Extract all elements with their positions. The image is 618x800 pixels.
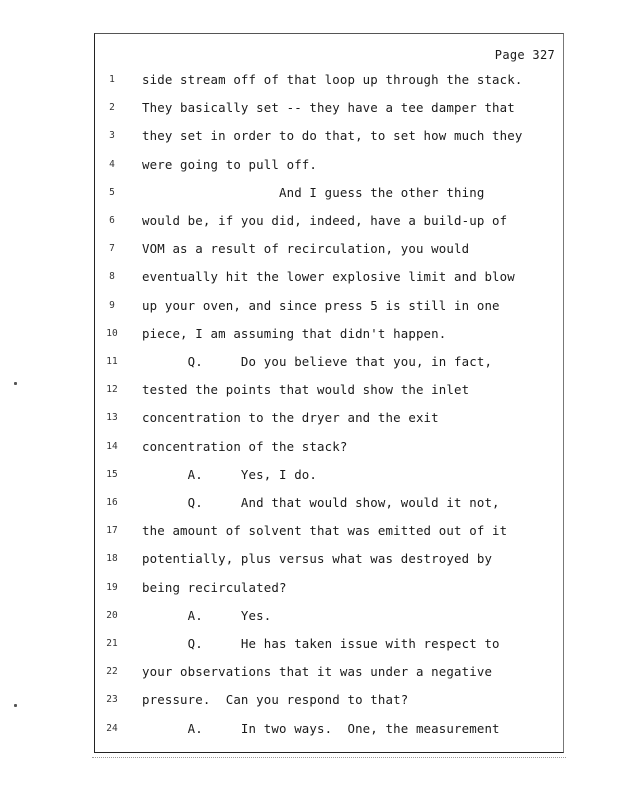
line-number: 14 [106,440,118,452]
transcript-line [95,354,561,374]
transcript-line [95,580,561,600]
page-number: Page 327 [494,48,555,62]
line-number: 17 [106,525,118,537]
transcript-line [95,269,561,289]
line-text: your observations that it was under a negative [142,664,493,680]
transcript-line [95,72,561,92]
line-number: 20 [106,609,118,621]
transcript-line [95,298,561,318]
line-number: 19 [106,581,118,593]
line-number: 23 [106,694,118,706]
line-text: being recirculated? [142,579,287,595]
line-text: they set in order to do that, to set how much they [142,128,523,144]
line-number: 24 [106,722,118,734]
line-number: 6 [109,215,115,226]
line-text: concentration to the dryer and the exit [142,410,439,426]
line-text: the amount of solvent that was emitted out of it [142,523,508,539]
line-text: Q. He has taken issue with respect to [142,636,500,651]
line-text: up your oven, and since press 5 is still in one [142,297,500,313]
line-number: 13 [106,412,118,424]
transcript-line [95,467,561,487]
transcript-line [95,213,561,233]
bottom-rule [92,757,566,758]
transcript-line [95,551,561,571]
line-number: 7 [109,243,115,255]
line-number: 8 [109,271,115,283]
line-text: tested the points that would show the inlet [142,382,470,398]
line-number: 15 [106,468,118,480]
transcript-line [95,439,561,459]
transcript-line [95,692,561,712]
line-text: And I guess the other thing [142,184,485,200]
transcript-line [95,128,561,148]
line-number: 3 [109,130,115,142]
line-number: 9 [109,299,115,311]
line-number: 2 [109,102,115,114]
line-text: would be, if you did, indeed, have a build-up of [142,213,508,228]
transcript-line [95,157,561,177]
line-text: A. In two ways. One, the measurement [142,720,500,736]
transcript-line [95,636,561,656]
margin-mark [14,704,17,707]
line-text: VOM as a result of recirculation, you would [142,241,470,257]
transcript-line [95,185,561,205]
line-text: were going to pull off. [142,156,318,172]
line-number: 4 [109,158,115,170]
transcript-line [95,326,561,346]
transcript-line [95,495,561,515]
line-number: 22 [106,666,118,678]
line-text: They basically set -- they have a tee damper that [142,100,515,116]
transcript-line [95,721,561,741]
transcript-line [95,664,561,684]
line-text: eventually hit the lower explosive limit and blow [142,269,515,285]
transcript-line [95,608,561,628]
line-number: 10 [106,327,118,339]
transcript-page [94,33,564,753]
transcript-line [95,100,561,120]
line-number: 11 [106,356,118,367]
line-text: Q. Do you believe that you, in fact, [142,354,493,369]
line-text: Q. And that would show, would it not, [142,495,500,510]
line-text: piece, I am assuming that didn't happen. [142,325,447,341]
line-number: 5 [109,186,115,198]
line-number: 21 [106,638,118,649]
line-text: potentially, plus versus what was destroyed by [142,551,493,567]
transcript-line [95,523,561,543]
margin-mark [14,382,17,385]
line-text: pressure. Can you respond to that? [142,692,409,708]
line-text: side stream off of that loop up through the stack. [142,72,523,87]
line-number: 16 [106,497,118,508]
transcript-line [95,241,561,261]
transcript-line [95,410,561,430]
line-number: 12 [106,384,118,396]
line-text: A. Yes, I do. [142,466,318,482]
transcript-line [95,382,561,402]
line-text: A. Yes. [142,607,272,623]
line-text: concentration of the stack? [142,438,348,454]
line-number: 1 [109,74,115,85]
line-number: 18 [106,553,118,565]
